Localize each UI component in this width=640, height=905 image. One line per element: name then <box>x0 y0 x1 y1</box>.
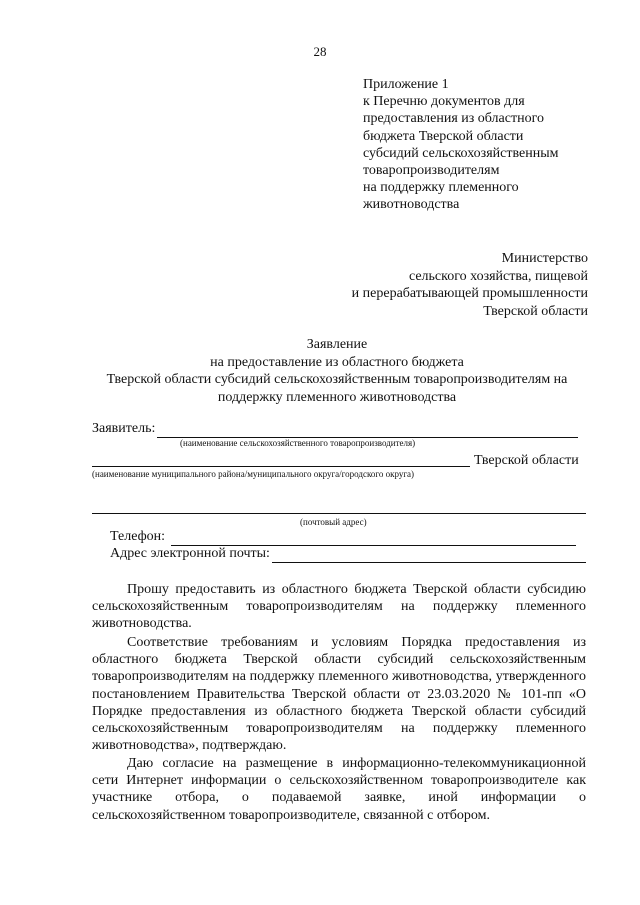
email-label: Адрес электронной почты: <box>110 546 270 561</box>
addressee-line: Тверской области <box>483 303 588 319</box>
body-paragraph <box>92 755 586 824</box>
email-input-line[interactable] <box>272 548 586 563</box>
appendix-line: товаропроизводителям <box>363 163 500 179</box>
title-line: Тверской области субсидий сельскохозяйственным товаропроизводителям на <box>106 372 568 387</box>
phone-input-line[interactable] <box>171 531 576 546</box>
appendix-line: Приложение 1 <box>363 77 449 92</box>
region-suffix: Тверской области <box>474 453 579 468</box>
paragraph-text: Даю согласие на размещение в информационно-телекоммуникационной сети Интернет информации о сельскохозяйственном товаропроизводителе как участнике отбора, о подаваемой заявке, иной информации о сельскохозяйственном товаропроизводителе, связанной с отбором. <box>92 756 586 823</box>
title-line: поддержку племенного животноводства <box>217 389 457 405</box>
addressee-line: сельского хозяйства, пищевой <box>408 268 588 284</box>
appendix-line: предоставления из областного <box>363 111 544 127</box>
addressee-block <box>352 250 588 320</box>
municipality-caption: (наименование муниципального района/муниципального округа/городского округа) <box>92 469 415 479</box>
applicant-caption: (наименование сельскохозяйственного товаропроизводителя) <box>180 438 416 448</box>
postal-address-input-line[interactable] <box>92 513 586 514</box>
title-line: Заявление <box>306 337 368 352</box>
body-paragraph <box>92 634 586 754</box>
appendix-line: бюджета Тверской области <box>363 128 524 144</box>
applicant-field[interactable] <box>92 420 578 438</box>
municipality-input-line[interactable] <box>92 466 470 467</box>
appendix-line: к Перечню документов для <box>363 94 525 110</box>
appendix-block <box>363 76 558 214</box>
applicant-label: Заявитель: <box>92 421 156 436</box>
addressee-line: Министерство <box>501 251 588 266</box>
phone-field[interactable] <box>110 528 576 546</box>
phone-label: Телефон: <box>110 529 166 544</box>
body-paragraph <box>92 581 586 633</box>
document-title <box>70 336 604 406</box>
region-suffix-row <box>474 452 579 470</box>
paragraph-text: Соответствие требованиям и условиям Порядка предоставления из областного бюджета Тверской области субсидий сельскохозяйственным товаропроизводителям на поддержку племенного животноводства, утвержденного постановлением Правительства Тверской области от 23.03.2020 № 101-пп «О Порядке предоставления из областного бюджета Тверской области субсидий сельскохозяйственным товаропроизводителям на поддержку племенного животноводства», подтверждаю. <box>92 635 586 754</box>
addressee-line: и перерабатывающей промышленности <box>351 286 588 301</box>
applicant-input-line[interactable] <box>157 423 578 438</box>
appendix-line: животноводства <box>363 197 460 213</box>
email-field[interactable] <box>110 545 586 563</box>
postal-caption: (почтовый адрес) <box>300 517 367 527</box>
paragraph-text: Прошу предоставить из областного бюджета Тверской области субсидию сельскохозяйственным товаропроизводителям на поддержку племенного животноводства. <box>92 582 586 632</box>
appendix-line: субсидий сельскохозяйственным <box>363 145 559 161</box>
appendix-line: на поддержку племенного <box>363 180 519 196</box>
page-number: 28 <box>313 44 327 59</box>
title-line: на предоставление из областного бюджета <box>210 354 464 370</box>
